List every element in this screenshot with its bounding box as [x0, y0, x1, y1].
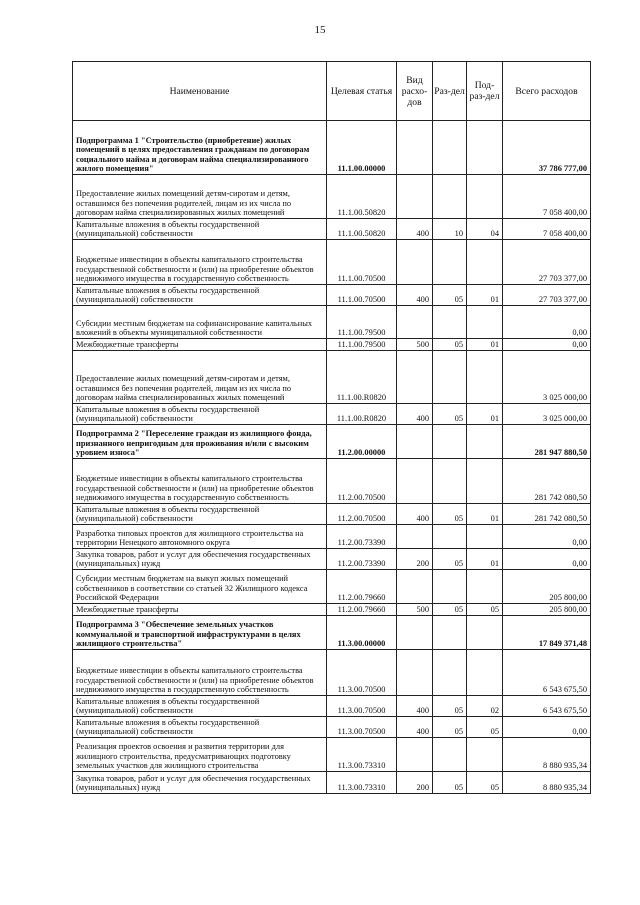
- row-expense-type: 400: [397, 285, 433, 306]
- table-row: [73, 717, 591, 738]
- row-name: Капитальные вложения в объекты государственной (муниципальной) собственности: [73, 285, 327, 306]
- row-section: 05: [433, 696, 467, 717]
- row-target-code: 11.2.00.00000: [327, 425, 397, 459]
- row-target-code: 11.2.00.73390: [327, 549, 397, 570]
- table-row: [73, 616, 591, 650]
- table-row: [73, 121, 591, 175]
- row-expense-type: [397, 425, 433, 459]
- table-row: [73, 504, 591, 525]
- row-expense-type: [397, 240, 433, 285]
- table-row: [73, 696, 591, 717]
- row-amount: 3 025 000,00: [503, 404, 591, 425]
- header-section: Раз-дел: [433, 62, 467, 121]
- row-target-code: 11.1.00.50820: [327, 219, 397, 240]
- row-section: [433, 738, 467, 772]
- table-row: [73, 351, 591, 404]
- header-expense-type: Вид расхо-дов: [397, 62, 433, 121]
- row-expense-type: [397, 351, 433, 404]
- row-section: [433, 240, 467, 285]
- row-subsection: [467, 240, 503, 285]
- row-subsection: 01: [467, 504, 503, 525]
- row-expense-type: [397, 570, 433, 604]
- row-name: Капитальные вложения в объекты государственной (муниципальной) собственности: [73, 696, 327, 717]
- row-expense-type: [397, 525, 433, 549]
- table-body: [73, 121, 591, 794]
- row-section: 05: [433, 717, 467, 738]
- row-amount: 0,00: [503, 549, 591, 570]
- row-amount: 7 058 400,00: [503, 219, 591, 240]
- row-amount: 37 786 777,00: [503, 121, 591, 175]
- row-subsection: 05: [467, 772, 503, 794]
- row-section: [433, 175, 467, 219]
- row-expense-type: [397, 650, 433, 696]
- table-row: [73, 738, 591, 772]
- row-name: Предоставление жилых помещений детям-сиротам и детям, оставшимся без попечения родителей, лицам из их числа по договорам найма специализированных жилых помещений: [73, 175, 327, 219]
- row-expense-type: [397, 616, 433, 650]
- row-target-code: 11.3.00.70500: [327, 650, 397, 696]
- row-target-code: 11.2.00.70500: [327, 504, 397, 525]
- row-amount: 0,00: [503, 339, 591, 351]
- table-row: [73, 404, 591, 425]
- row-expense-type: [397, 175, 433, 219]
- row-amount: 0,00: [503, 306, 591, 339]
- row-subsection: [467, 459, 503, 504]
- row-subsection: 02: [467, 696, 503, 717]
- row-subsection: 01: [467, 404, 503, 425]
- row-subsection: [467, 351, 503, 404]
- row-name: Подпрограмма 3 "Обеспечение земельных участков коммунальной и транспортной инфраструктурами в целях жилищного строительства": [73, 616, 327, 650]
- row-amount: 27 703 377,00: [503, 240, 591, 285]
- row-target-code: 11.1.00.70500: [327, 240, 397, 285]
- table-header-row: [73, 62, 591, 121]
- table-row: [73, 650, 591, 696]
- row-amount: 27 703 377,00: [503, 285, 591, 306]
- row-subsection: [467, 616, 503, 650]
- row-name: Капитальные вложения в объекты государственной (муниципальной) собственности: [73, 504, 327, 525]
- row-amount: 281 742 080,50: [503, 504, 591, 525]
- row-subsection: [467, 570, 503, 604]
- row-section: [433, 306, 467, 339]
- budget-table: [72, 61, 591, 794]
- row-amount: 7 058 400,00: [503, 175, 591, 219]
- row-section: [433, 425, 467, 459]
- row-name: Субсидии местным бюджетам на выкуп жилых помещений собственников в соответствии со статьей 32 Жилищного кодекса Российской Федерации: [73, 570, 327, 604]
- row-target-code: 11.3.00.00000: [327, 616, 397, 650]
- row-target-code: 11.2.00.73390: [327, 525, 397, 549]
- row-name: Закупка товаров, работ и услуг для обеспечения государственных (муниципальных) нужд: [73, 549, 327, 570]
- table-row: [73, 549, 591, 570]
- row-name: Предоставление жилых помещений детям-сиротам и детям, оставшимся без попечения родителей, лицам из их числа по договорам найма специализированных жилых помещений: [73, 351, 327, 404]
- row-subsection: [467, 738, 503, 772]
- row-name: Субсидии местным бюджетам на софинансирование капитальных вложений в объекты муниципальной собственности: [73, 306, 327, 339]
- row-target-code: 11.1.00.50820: [327, 175, 397, 219]
- row-subsection: 04: [467, 219, 503, 240]
- row-expense-type: 500: [397, 339, 433, 351]
- row-subsection: 01: [467, 285, 503, 306]
- row-section: 05: [433, 604, 467, 616]
- row-name: Реализация проектов освоения и развития территории для жилищного строительства, предусматривающих подготовку земельных участков для жилищного строительства: [73, 738, 327, 772]
- row-section: 05: [433, 772, 467, 794]
- row-subsection: [467, 425, 503, 459]
- row-name: Закупка товаров, работ и услуг для обеспечения государственных (муниципальных) нужд: [73, 772, 327, 794]
- row-amount: 281 742 080,50: [503, 459, 591, 504]
- row-section: [433, 459, 467, 504]
- row-target-code: 11.1.00.79500: [327, 306, 397, 339]
- row-name: Капитальные вложения в объекты государственной (муниципальной) собственности: [73, 404, 327, 425]
- row-section: [433, 650, 467, 696]
- row-amount: 8 880 935,34: [503, 738, 591, 772]
- row-name: Капитальные вложения в объекты государственной (муниципальной) собственности: [73, 219, 327, 240]
- table-row: [73, 240, 591, 285]
- row-section: [433, 525, 467, 549]
- row-name: Подпрограмма 2 "Переселение граждан из жилищного фонда, признанного непригодным для проживания и/или с высоким уровнем износа": [73, 425, 327, 459]
- row-expense-type: [397, 121, 433, 175]
- table-row: [73, 570, 591, 604]
- row-name: Бюджетные инвестиции в объекты капитального строительства государственной собственности и (или) на приобретение объектов недвижимого имущества в государственную собственность: [73, 459, 327, 504]
- table-row: [73, 425, 591, 459]
- row-amount: 0,00: [503, 717, 591, 738]
- row-section: 05: [433, 339, 467, 351]
- row-subsection: 05: [467, 717, 503, 738]
- table-row: [73, 772, 591, 794]
- table-row: [73, 219, 591, 240]
- row-name: Межбюджетные трансферты: [73, 339, 327, 351]
- row-subsection: [467, 121, 503, 175]
- row-section: [433, 570, 467, 604]
- row-section: [433, 616, 467, 650]
- row-amount: 6 543 675,50: [503, 696, 591, 717]
- row-expense-type: [397, 738, 433, 772]
- row-target-code: 11.2.00.79660: [327, 570, 397, 604]
- row-amount: 8 880 935,34: [503, 772, 591, 794]
- row-amount: 205 800,00: [503, 570, 591, 604]
- row-expense-type: 400: [397, 404, 433, 425]
- row-subsection: [467, 306, 503, 339]
- row-target-code: 11.2.00.70500: [327, 459, 397, 504]
- header-total: Всего расходов: [503, 62, 591, 121]
- table-row: [73, 604, 591, 616]
- row-expense-type: 400: [397, 696, 433, 717]
- header-subsection: Под-раз-дел: [467, 62, 503, 121]
- row-subsection: 01: [467, 549, 503, 570]
- row-section: 10: [433, 219, 467, 240]
- row-target-code: 11.3.00.70500: [327, 696, 397, 717]
- row-expense-type: [397, 306, 433, 339]
- table-row: [73, 525, 591, 549]
- row-target-code: 11.1.00.R0820: [327, 404, 397, 425]
- row-subsection: [467, 525, 503, 549]
- row-target-code: 11.3.00.73310: [327, 738, 397, 772]
- row-amount: 205 800,00: [503, 604, 591, 616]
- row-name: Бюджетные инвестиции в объекты капитального строительства государственной собственности и (или) на приобретение объектов недвижимого имущества в государственную собственность: [73, 650, 327, 696]
- row-section: 05: [433, 549, 467, 570]
- row-amount: 281 947 880,50: [503, 425, 591, 459]
- row-section: [433, 121, 467, 175]
- row-target-code: 11.1.00.R0820: [327, 351, 397, 404]
- row-amount: 17 849 371,48: [503, 616, 591, 650]
- row-target-code: 11.3.00.70500: [327, 717, 397, 738]
- row-name: Разработка типовых проектов для жилищного строительства на территории Ненецкого автономного округа: [73, 525, 327, 549]
- row-section: [433, 351, 467, 404]
- row-expense-type: 400: [397, 717, 433, 738]
- header-name: Наименование: [73, 62, 327, 121]
- table-row: [73, 175, 591, 219]
- row-amount: 6 543 675,50: [503, 650, 591, 696]
- row-expense-type: 400: [397, 219, 433, 240]
- row-target-code: 11.1.00.70500: [327, 285, 397, 306]
- row-target-code: 11.3.00.73310: [327, 772, 397, 794]
- row-target-code: 11.1.00.79500: [327, 339, 397, 351]
- row-target-code: 11.2.00.79660: [327, 604, 397, 616]
- row-name: Подпрограмма 1 "Строительство (приобретение) жилых помещений в целях предоставления гражданам по договорам социального найма и договорам найма специализированного жилого помещения": [73, 121, 327, 175]
- row-expense-type: 200: [397, 549, 433, 570]
- row-amount: 3 025 000,00: [503, 351, 591, 404]
- table-row: [73, 285, 591, 306]
- row-name: Капитальные вложения в объекты государственной (муниципальной) собственности: [73, 717, 327, 738]
- row-subsection: [467, 175, 503, 219]
- row-name: Бюджетные инвестиции в объекты капитального строительства государственной собственности и (или) на приобретение объектов недвижимого имущества в государственную собственность: [73, 240, 327, 285]
- table-row: [73, 339, 591, 351]
- row-section: 05: [433, 404, 467, 425]
- row-amount: 0,00: [503, 525, 591, 549]
- row-expense-type: 200: [397, 772, 433, 794]
- row-subsection: 01: [467, 339, 503, 351]
- row-section: 05: [433, 504, 467, 525]
- row-expense-type: 500: [397, 604, 433, 616]
- table-row: [73, 306, 591, 339]
- row-name: Межбюджетные трансферты: [73, 604, 327, 616]
- row-target-code: 11.1.00.00000: [327, 121, 397, 175]
- row-section: 05: [433, 285, 467, 306]
- table-row: [73, 459, 591, 504]
- row-subsection: 05: [467, 604, 503, 616]
- row-subsection: [467, 650, 503, 696]
- header-target: Целевая статья: [327, 62, 397, 121]
- row-expense-type: [397, 459, 433, 504]
- row-expense-type: 400: [397, 504, 433, 525]
- page-number: 15: [314, 24, 326, 36]
